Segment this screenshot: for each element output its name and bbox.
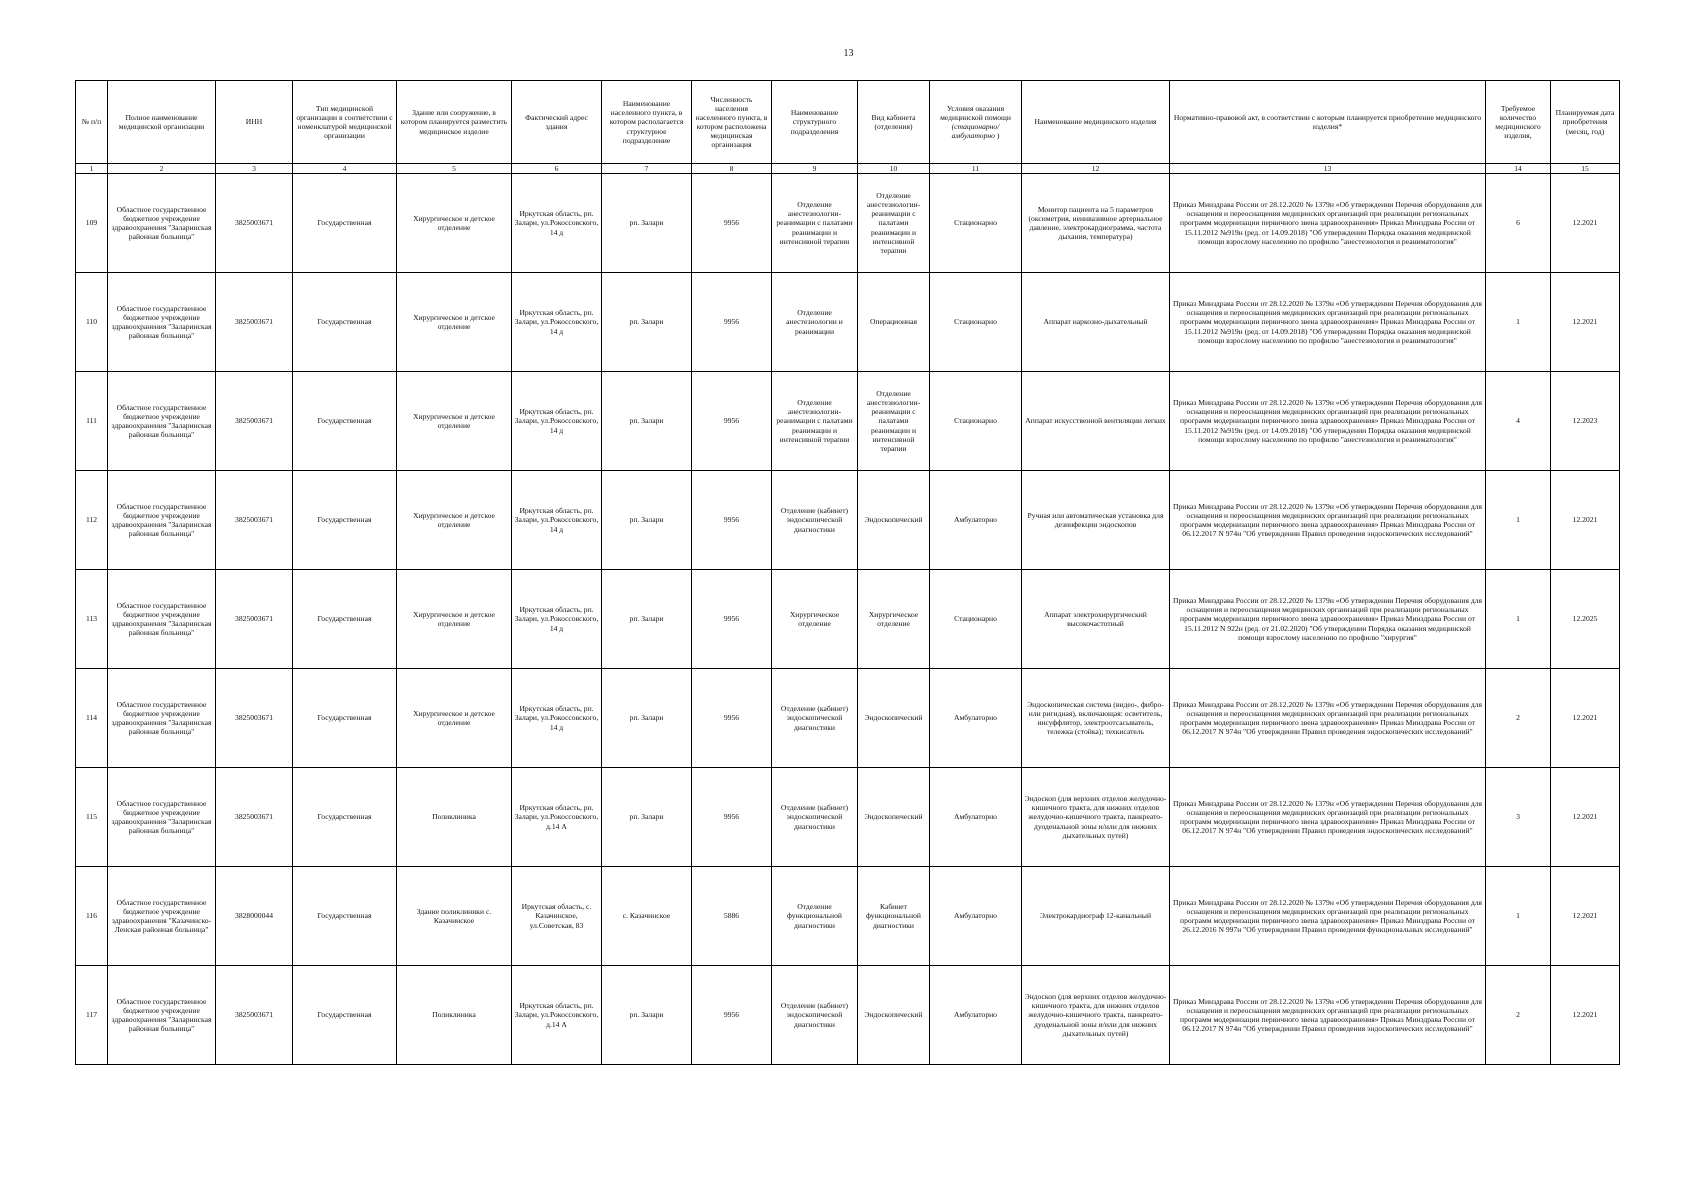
quantity-cell: 1 [1486, 570, 1551, 669]
settlement-cell: рп. Залари [602, 174, 692, 273]
column-number: 14 [1486, 164, 1551, 174]
building-cell: Хирургическое и детское отделение [397, 174, 512, 273]
organization-cell: Областное государственное бюджетное учреждение здравоохранения "Заларинская районная больница" [108, 174, 216, 273]
conditions-cell: Стационарно [930, 372, 1022, 471]
inn-cell: 3825003671 [216, 174, 293, 273]
column-number: 7 [602, 164, 692, 174]
table-row [76, 471, 1620, 570]
header-cell: Фактический адрес здания [512, 81, 602, 164]
device-cell: Аппарат электрохирургический высокочастотный [1022, 570, 1170, 669]
conditions-cell: Стационарно [930, 570, 1022, 669]
device-cell: Аппарат искусственной вентиляции легких [1022, 372, 1170, 471]
population-cell: 9956 [692, 372, 772, 471]
conditions-close: ) [996, 131, 1000, 141]
row-number-cell: 112 [76, 471, 108, 570]
column-number-row [76, 164, 1620, 174]
header-cell: Наименование медицинского изделия [1022, 81, 1170, 164]
column-number: 12 [1022, 164, 1170, 174]
division-cell: Отделение анестезиологии-реанимации с палатами реанимации и интенсивной терапии [772, 372, 858, 471]
settlement-cell: рп. Залари [602, 372, 692, 471]
address-cell: Иркутская область, рп. Залари, ул.Рокоссовского, 14 д [512, 570, 602, 669]
division-cell: Отделение (кабинет) эндоскопической диагностики [772, 669, 858, 768]
header-cell: Требуемое количество медицинского изделия, [1486, 81, 1551, 164]
address-cell: Иркутская область, рп. Залари, ул.Рокоссовского, 14 д [512, 372, 602, 471]
inn-cell: 3825003671 [216, 273, 293, 372]
conditions-cell: Стационарно [930, 273, 1022, 372]
table-row [76, 273, 1620, 372]
org-type-cell: Государственная [293, 669, 397, 768]
table-row [76, 174, 1620, 273]
legal-act-cell: Приказ Минздрава России от 28.12.2020 № 1379н «Об утверждении Перечня оборудования для оснащения и переоснащения медицинских организаций при реализации региональных программ модернизации первичного звена здравоохранения» Приказ Минздрава России от 15.11.2012 №919н (ред. от 14.09.2018) "Об утверждении Порядка оказания медицинской помощи взрослому населению по профилю "анестезиология и реаниматология" [1170, 174, 1486, 273]
cabinet-cell: Операционная [858, 273, 930, 372]
header-cell: Здание или сооружение, в котором планируется разместить медицинское изделие [397, 81, 512, 164]
header-cell: Вид кабинета (отделения) [858, 81, 930, 164]
column-number: 15 [1551, 164, 1620, 174]
division-cell: Хирургическое отделение [772, 570, 858, 669]
cabinet-cell: Отделение анестезиологии-реанимации с палатами реанимации и интенсивной терапии [858, 372, 930, 471]
org-type-cell: Государственная [293, 273, 397, 372]
legal-act-cell: Приказ Минздрава России от 28.12.2020 № 1379н «Об утверждении Перечня оборудования для оснащения и переоснащения медицинских организаций при реализации региональных программ модернизации первичного звена здравоохранения» Приказ Минздрава России от 06.12.2017 N 974н "Об утверждении Правил проведения эндоскопических исследований" [1170, 768, 1486, 867]
column-number: 1 [76, 164, 108, 174]
inn-cell: 3825003671 [216, 768, 293, 867]
row-number-cell: 113 [76, 570, 108, 669]
organization-cell: Областное государственное бюджетное учреждение здравоохранения "Заларинская районная больница" [108, 372, 216, 471]
cabinet-cell: Кабинет функциональной диагностики [858, 867, 930, 966]
address-cell: Иркутская область, рп. Залари, ул.Рокоссовского, д.14 А [512, 768, 602, 867]
device-cell: Монитор пациента на 5 параметров (оксиметрия, неинвазивное артериальное давление, электрокардиограмма, частота дыхания, температура) [1022, 174, 1170, 273]
legal-act-cell: Приказ Минздрава России от 28.12.2020 № 1379н «Об утверждении Перечня оборудования для оснащения и переоснащения медицинских организаций при реализации региональных программ модернизации первичного звена здравоохранения» Приказ Минздрава России от 15.11.2012 №919н (ред. от 14.09.2018) "Об утверждении Порядка оказания медицинской помощи взрослому населению по профилю "анестезиология и реаниматология" [1170, 372, 1486, 471]
quantity-cell: 6 [1486, 174, 1551, 273]
header-cell-conditions [930, 81, 1022, 164]
row-number-cell: 117 [76, 966, 108, 1065]
table-row [76, 372, 1620, 471]
division-cell: Отделение функциональной диагностики [772, 867, 858, 966]
settlement-cell: рп. Залари [602, 471, 692, 570]
conditions-cell: Амбулаторно [930, 669, 1022, 768]
building-cell: Хирургическое и детское отделение [397, 570, 512, 669]
conditions-label: Условия оказания медицинской помощи [940, 103, 1011, 122]
quantity-cell: 2 [1486, 669, 1551, 768]
date-cell: 12.2021 [1551, 768, 1620, 867]
date-cell: 12.2021 [1551, 867, 1620, 966]
legal-act-cell: Приказ Минздрава России от 28.12.2020 № 1379н «Об утверждении Перечня оборудования для оснащения и переоснащения медицинских организаций при реализации региональных программ модернизации первичного звена здравоохранения» Приказ Минздрава России от 06.12.2017 N 974н "Об утверждении Правил проведения эндоскопических исследований" [1170, 669, 1486, 768]
table-row [76, 570, 1620, 669]
address-cell: Иркутская область, рп. Залари, ул.Рокоссовского, 14 д [512, 174, 602, 273]
organization-cell: Областное государственное бюджетное учреждение здравоохранения "Заларинская районная больница" [108, 273, 216, 372]
legal-act-cell: Приказ Минздрава России от 28.12.2020 № 1379н «Об утверждении Перечня оборудования для оснащения и переоснащения медицинских организаций при реализации региональных программ модернизации первичного звена здравоохранения» Приказ Минздрава России от 15.11.2012 №919н (ред. от 14.09.2018) "Об утверждении Порядка оказания медицинской помощи взрослому населению по профилю "анестезиология и реаниматология" [1170, 273, 1486, 372]
org-type-cell: Государственная [293, 867, 397, 966]
column-number: 4 [293, 164, 397, 174]
column-number: 10 [858, 164, 930, 174]
header-cell: ИНН [216, 81, 293, 164]
population-cell: 9956 [692, 471, 772, 570]
cabinet-cell: Эндоскопический [858, 768, 930, 867]
device-cell: Эндоскопическая система (видео-, фибро- или ригидная), включающая: осветитель, инсуффлятор, электроотсасыватель, тележка (стойка); техкисатель [1022, 669, 1170, 768]
organization-cell: Областное государственное бюджетное учреждение здравоохранения "Заларинская районная больница" [108, 966, 216, 1065]
inn-cell: 3825003671 [216, 471, 293, 570]
device-cell: Эндоскоп (для верхних отделов желудочно-кишечного тракта, для нижних отделов желудочно-кишечного тракта, панкреато-дуоденальной зоны и/или для нижних дыхательных путей) [1022, 768, 1170, 867]
address-cell: Иркутская область, рп. Залари, ул.Рокоссовского, 14 д [512, 273, 602, 372]
organization-cell: Областное государственное бюджетное учреждение здравоохранения "Заларинская районная больница" [108, 669, 216, 768]
table-row [76, 867, 1620, 966]
legal-act-cell: Приказ Минздрава России от 28.12.2020 № 1379н «Об утверждении Перечня оборудования для оснащения и переоснащения медицинских организаций при реализации региональных программ модернизации первичного звена здравоохранения» Приказ Минздрава России от 26.12.2016 N 997н "Об утверждении Правил проведения функциональных исследований" [1170, 867, 1486, 966]
org-type-cell: Государственная [293, 471, 397, 570]
quantity-cell: 2 [1486, 966, 1551, 1065]
population-cell: 9956 [692, 966, 772, 1065]
inn-cell: 3825003671 [216, 372, 293, 471]
page-number: 13 [843, 48, 854, 59]
inn-cell: 3825003671 [216, 570, 293, 669]
building-cell: Здание поликлиники с. Казачинское [397, 867, 512, 966]
table-row [76, 669, 1620, 768]
address-cell: Иркутская область, рп. Залари, ул.Рокоссовского, 14 д [512, 669, 602, 768]
row-number-cell: 116 [76, 867, 108, 966]
cabinet-cell: Эндоскопический [858, 669, 930, 768]
cabinet-cell: Хирургическое отделение [858, 570, 930, 669]
header-cell: № п/п [76, 81, 108, 164]
device-cell: Электрокардиограф 12-канальный [1022, 867, 1170, 966]
header-cell: Нормативно-правовой акт, в соответствии с которым планируется приобретение медицинского изделия* [1170, 81, 1486, 164]
org-type-cell: Государственная [293, 966, 397, 1065]
column-number: 13 [1170, 164, 1486, 174]
conditions-cell: Стационарно [930, 174, 1022, 273]
legal-act-cell: Приказ Минздрава России от 28.12.2020 № 1379н «Об утверждении Перечня оборудования для оснащения и переоснащения медицинских организаций при реализации региональных программ модернизации первичного звена здравоохранения» Приказ Минздрава России от 15.11.2012 N 922н (ред. от 21.02.2020) "Об утверждении Порядка оказания медицинской помощи взрослому населению по профилю "хирургия" [1170, 570, 1486, 669]
date-cell: 12.2021 [1551, 174, 1620, 273]
cabinet-cell: Эндоскопический [858, 966, 930, 1065]
address-cell: Иркутская область, рп. Залари, ул.Рокоссовского, 14 д [512, 471, 602, 570]
legal-act-cell: Приказ Минздрава России от 28.12.2020 № 1379н «Об утверждении Перечня оборудования для оснащения и переоснащения медицинских организаций при реализации региональных программ модернизации первичного звена здравоохранения» Приказ Минздрава России от 06.12.2017 N 974н "Об утверждении Правил проведения эндоскопических исследований" [1170, 471, 1486, 570]
header-cell: Численность населения населенного пункта, в котором расположена медицинская организация [692, 81, 772, 164]
population-cell: 5886 [692, 867, 772, 966]
row-number-cell: 109 [76, 174, 108, 273]
header-cell: Полное наименование медицинской организации [108, 81, 216, 164]
quantity-cell: 4 [1486, 372, 1551, 471]
date-cell: 12.2021 [1551, 471, 1620, 570]
settlement-cell: рп. Залари [602, 669, 692, 768]
population-cell: 9956 [692, 273, 772, 372]
inn-cell: 3825003671 [216, 966, 293, 1065]
quantity-cell: 1 [1486, 471, 1551, 570]
device-cell: Аппарат наркозно-дыхательный [1022, 273, 1170, 372]
division-cell: Отделение анестезиологии-реанимации с палатами реанимации и интенсивной терапии [772, 174, 858, 273]
header-cell: Планируемая дата приобретения (месяц, год) [1551, 81, 1620, 164]
org-type-cell: Государственная [293, 570, 397, 669]
building-cell: Поликлиника [397, 768, 512, 867]
row-number-cell: 111 [76, 372, 108, 471]
organization-cell: Областное государственное бюджетное учреждение здравоохранения "Заларинская районная больница" [108, 570, 216, 669]
conditions-italic: (стационарно/амбулаторно [951, 122, 1000, 141]
table-row [76, 966, 1620, 1065]
settlement-cell: рп. Залари [602, 966, 692, 1065]
header-cell: Наименование структурного подразделения [772, 81, 858, 164]
date-cell: 12.2021 [1551, 966, 1620, 1065]
column-number: 6 [512, 164, 602, 174]
column-number: 5 [397, 164, 512, 174]
header-row [76, 81, 1620, 164]
population-cell: 9956 [692, 570, 772, 669]
date-cell: 12.2025 [1551, 570, 1620, 669]
org-type-cell: Государственная [293, 174, 397, 273]
org-type-cell: Государственная [293, 372, 397, 471]
row-number-cell: 110 [76, 273, 108, 372]
division-cell: Отделение (кабинет) эндоскопической диагностики [772, 471, 858, 570]
conditions-cell: Амбулаторно [930, 867, 1022, 966]
quantity-cell: 1 [1486, 273, 1551, 372]
table-row [76, 768, 1620, 867]
population-cell: 9956 [692, 669, 772, 768]
column-number: 9 [772, 164, 858, 174]
column-number: 11 [930, 164, 1022, 174]
organization-cell: Областное государственное бюджетное учреждение здравоохранения "Заларинская районная больница" [108, 768, 216, 867]
inn-cell: 3825003671 [216, 669, 293, 768]
building-cell: Поликлиника [397, 966, 512, 1065]
conditions-cell: Амбулаторно [930, 768, 1022, 867]
column-number: 2 [108, 164, 216, 174]
building-cell: Хирургическое и детское отделение [397, 273, 512, 372]
organization-cell: Областное государственное бюджетное учреждение здравоохранения "Казачинско-Ленская районная больница" [108, 867, 216, 966]
date-cell: 12.2023 [1551, 372, 1620, 471]
row-number-cell: 115 [76, 768, 108, 867]
population-cell: 9956 [692, 174, 772, 273]
settlement-cell: рп. Залари [602, 768, 692, 867]
quantity-cell: 1 [1486, 867, 1551, 966]
settlement-cell: с. Казачинское [602, 867, 692, 966]
population-cell: 9956 [692, 768, 772, 867]
conditions-cell: Амбулаторно [930, 966, 1022, 1065]
building-cell: Хирургическое и детское отделение [397, 471, 512, 570]
division-cell: Отделение (кабинет) эндоскопической диагностики [772, 966, 858, 1065]
settlement-cell: рп. Залари [602, 273, 692, 372]
equipment-table [75, 80, 1620, 1065]
table-body [76, 174, 1620, 1065]
division-cell: Отделение анестезиологии и реанимации [772, 273, 858, 372]
header-cell: Тип медицинской организации в соответствии с номенклатурой медицинской организации [293, 81, 397, 164]
row-number-cell: 114 [76, 669, 108, 768]
column-number: 3 [216, 164, 293, 174]
conditions-cell: Амбулаторно [930, 471, 1022, 570]
division-cell: Отделение (кабинет) эндоскопической диагностики [772, 768, 858, 867]
building-cell: Хирургическое и детское отделение [397, 669, 512, 768]
quantity-cell: 3 [1486, 768, 1551, 867]
column-number: 8 [692, 164, 772, 174]
organization-cell: Областное государственное бюджетное учреждение здравоохранения "Заларинская районная больница" [108, 471, 216, 570]
inn-cell: 3828000044 [216, 867, 293, 966]
header-cell: Наименование населенного пункта, в котором располагается структурное подразделение [602, 81, 692, 164]
device-cell: Ручная или автоматическая установка для дезинфекции эндоскопов [1022, 471, 1170, 570]
building-cell: Хирургическое и детское отделение [397, 372, 512, 471]
legal-act-cell: Приказ Минздрава России от 28.12.2020 № 1379н «Об утверждении Перечня оборудования для оснащения и переоснащения медицинских организаций при реализации региональных программ модернизации первичного звена здравоохранения» Приказ Минздрава России от 06.12.2017 N 974н "Об утверждении Правил проведения эндоскопических исследований" [1170, 966, 1486, 1065]
cabinet-cell: Отделение анестезиологии-реанимации с палатами реанимации и интенсивной терапии [858, 174, 930, 273]
address-cell: Иркутская область, рп. Залари, ул.Рокоссовского, д.14 А [512, 966, 602, 1065]
address-cell: Иркутская область, с. Казачинское, ул.Советская, 83 [512, 867, 602, 966]
settlement-cell: рп. Залари [602, 570, 692, 669]
cabinet-cell: Эндоскопический [858, 471, 930, 570]
org-type-cell: Государственная [293, 768, 397, 867]
date-cell: 12.2021 [1551, 273, 1620, 372]
date-cell: 12.2021 [1551, 669, 1620, 768]
device-cell: Эндоскоп (для верхних отделов желудочно-кишечного тракта, для нижних отделов желудочно-кишечного тракта, панкреато-дуоденальной зоны и/или для нижних дыхательных путей) [1022, 966, 1170, 1065]
